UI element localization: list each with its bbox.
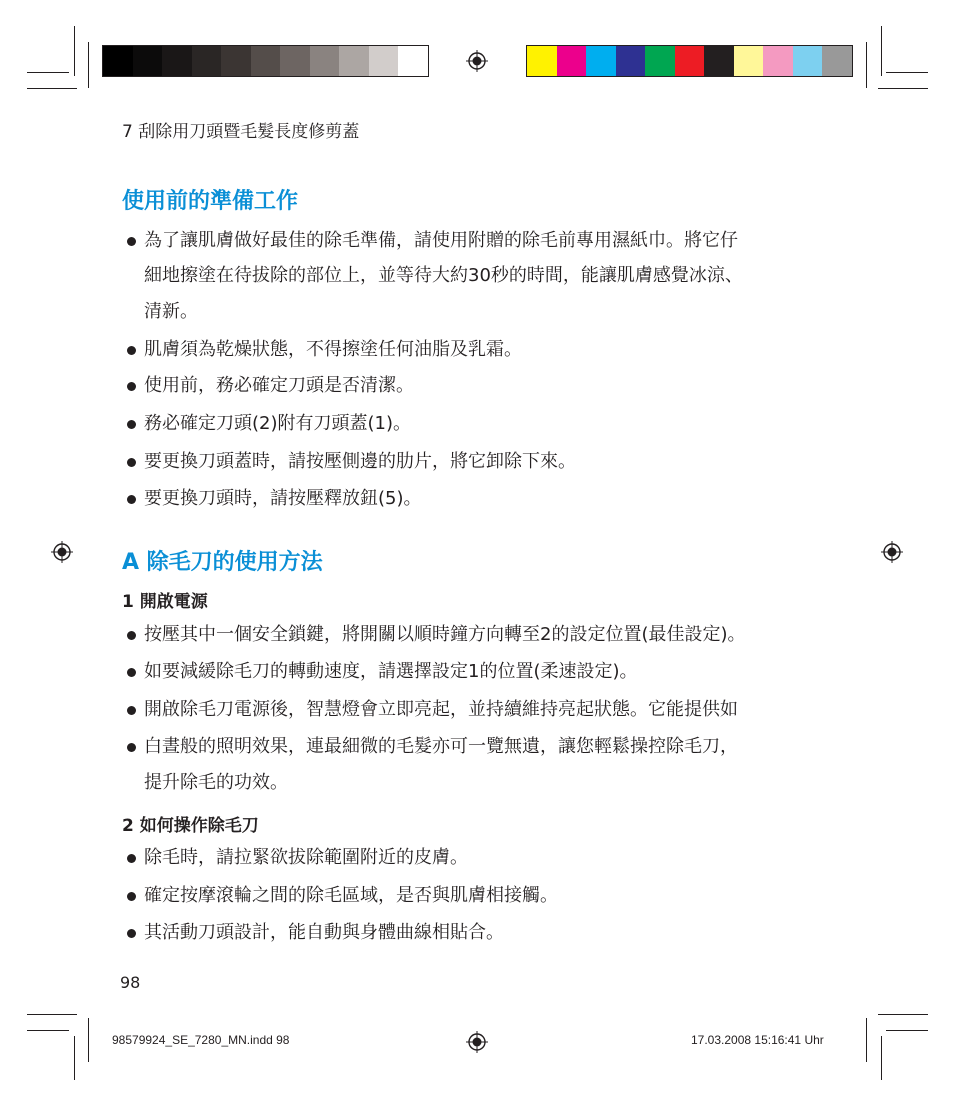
bullet [127,458,136,467]
color-swatch [280,46,310,76]
process-color-bar [526,45,853,77]
color-swatch [645,46,675,76]
file-info: 98579924_SE_7280_MN.indd 98 [112,1033,290,1047]
step-1-bullet-4-line-1: 白晝般的照明效果，連最細微的毛髮亦可一覽無遺，讓您輕鬆操控除毛刀， [144,736,738,757]
grayscale-color-bar [102,45,429,77]
bullet [127,237,136,246]
crop-mark [878,88,928,89]
color-swatch [675,46,705,76]
step-2-title: 2 如何操作除毛刀 [122,816,259,836]
crop-mark [27,72,69,73]
step-2-bullet-1: 除毛時，請拉緊欲拔除範圍附近的皮膚。 [144,847,468,868]
crop-mark [881,26,882,76]
prep-bullet-1-line-1: 為了讓肌膚做好最佳的除毛準備，請使用附贈的除毛前專用濕紙巾。將它仔 [144,230,738,251]
bullet [127,382,136,391]
prep-bullet-1-line-3: 清新。 [144,301,198,322]
color-swatch [557,46,587,76]
crop-mark [878,1014,928,1015]
prep-bullet-6: 要更換刀頭時，請按壓釋放鈕(5)。 [144,488,422,509]
color-swatch [734,46,764,76]
step-2-bullet-2: 確定按摩滾輪之間的除毛區域，是否與肌膚相接觸。 [144,885,558,906]
color-swatch [251,46,281,76]
color-swatch [192,46,222,76]
color-swatch [398,46,428,76]
step-1-title: 1 開啟電源 [122,592,208,612]
registration-mark-icon [466,1031,488,1053]
color-swatch [793,46,823,76]
color-swatch [103,46,133,76]
crop-mark [88,1018,89,1062]
crop-mark [27,1030,69,1031]
registration-mark-icon [51,541,73,563]
crop-mark [886,72,928,73]
registration-mark-icon [466,50,488,72]
prep-bullet-3: 使用前，務必確定刀頭是否清潔。 [144,375,414,396]
prep-bullet-2: 肌膚須為乾燥狀態，不得擦塗任何油脂及乳霜。 [144,339,522,360]
color-swatch [763,46,793,76]
crop-mark [74,26,75,76]
bullet [127,420,136,429]
color-swatch [310,46,340,76]
bullet [127,892,136,901]
color-swatch [586,46,616,76]
step-1-bullet-4-line-2: 提升除毛的功效。 [144,772,288,793]
color-swatch [704,46,734,76]
section-a-heading: A 除毛刀的使用方法 [122,550,323,575]
crop-mark [74,1036,75,1080]
color-swatch [369,46,399,76]
page-number: 98 [120,973,141,992]
crop-mark [866,1018,867,1062]
step-2-bullet-3: 其活動刀頭設計，能自動與身體曲線相貼合。 [144,922,504,943]
bullet [127,743,136,752]
crop-mark [881,1036,882,1080]
crop-mark [27,1014,77,1015]
section-title: 7 刮除用刀頭暨毛髮長度修剪蓋 [122,122,360,142]
bullet [127,706,136,715]
prep-heading: 使用前的準備工作 [122,189,299,214]
bullet [127,929,136,938]
color-swatch [162,46,192,76]
color-swatch [133,46,163,76]
bullet [127,854,136,863]
prep-bullet-5: 要更換刀頭蓋時，請按壓側邊的肋片，將它卸除下來。 [144,451,576,472]
color-swatch [339,46,369,76]
color-swatch [527,46,557,76]
step-1-bullet-3: 開啟除毛刀電源後，智慧燈會立即亮起，並持續維持亮起狀態。它能提供如 [144,699,738,720]
step-1-bullet-2: 如要減緩除毛刀的轉動速度，請選擇設定1的位置(柔速設定)。 [144,661,638,682]
bullet [127,668,136,677]
bullet [127,346,136,355]
crop-mark [886,1030,928,1031]
registration-mark-icon [881,541,903,563]
bullet [127,631,136,640]
prep-bullet-1-line-2: 細地擦塗在待拔除的部位上，並等待大約30秒的時間，能讓肌膚感覺冰涼、 [144,265,743,286]
crop-mark [27,88,77,89]
crop-mark [88,42,89,88]
color-swatch [221,46,251,76]
date-info: 17.03.2008 15:16:41 Uhr [691,1033,824,1047]
crop-mark [866,42,867,88]
prep-bullet-4: 務必確定刀頭(2)附有刀頭蓋(1)。 [144,413,411,434]
step-1-bullet-1: 按壓其中一個安全鎖鍵，將開關以順時鐘方向轉至2的設定位置(最佳設定)。 [144,624,746,645]
color-swatch [822,46,852,76]
color-swatch [616,46,646,76]
bullet [127,495,136,504]
